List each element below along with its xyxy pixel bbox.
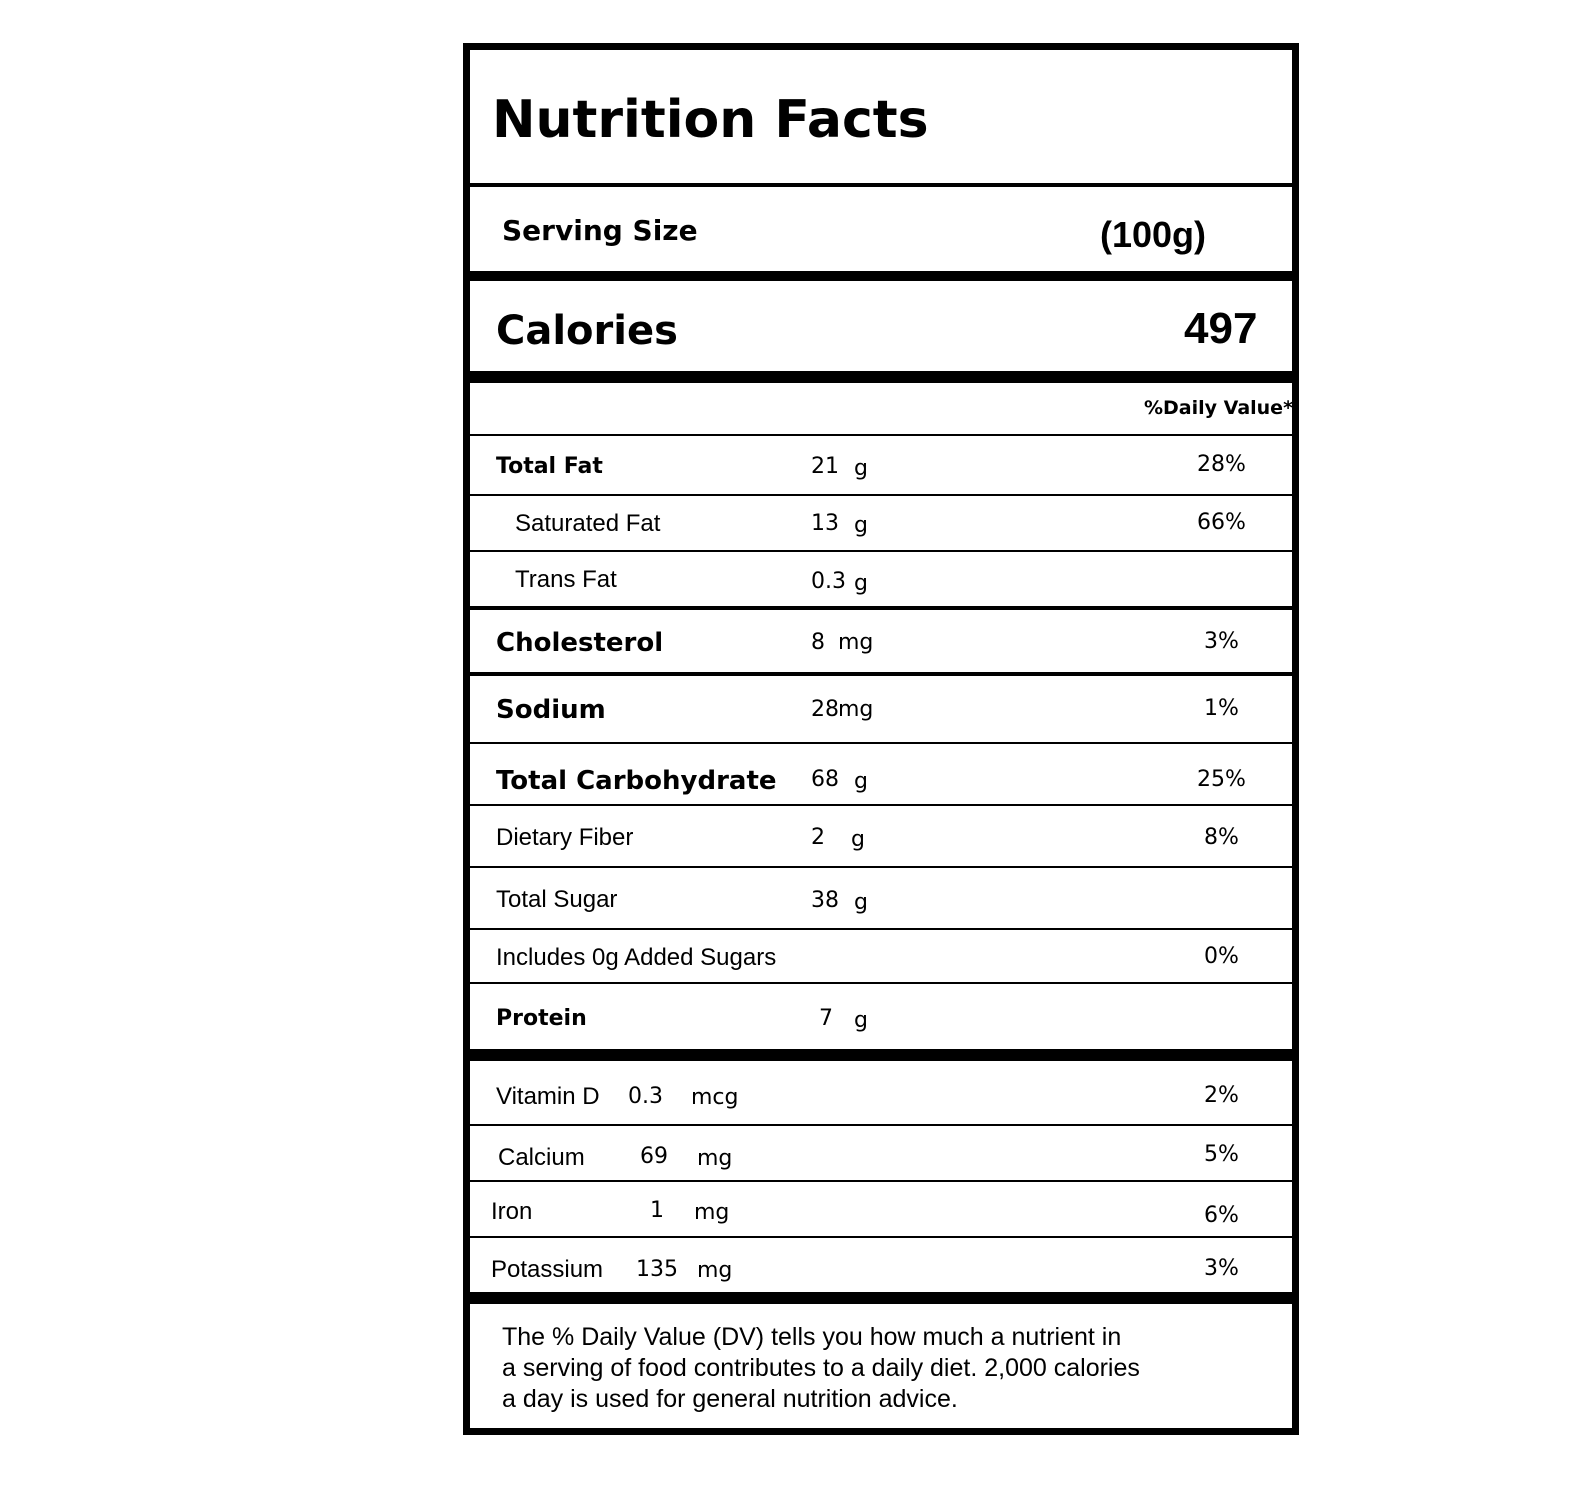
nutrient-unit: mg (838, 697, 874, 722)
nutrient-amount: 21 (811, 454, 839, 479)
vitamin-dv: 6% (1204, 1203, 1239, 1228)
footnote-line: a day is used for general nutrition advice. (502, 1385, 958, 1413)
nutrient-amount: 0.3 (811, 569, 846, 594)
vitamin-name: Vitamin D (496, 1083, 600, 1110)
vitamin-name: Iron (491, 1198, 533, 1225)
nutrient-row (470, 610, 1292, 676)
footnote-section (470, 1304, 1292, 1428)
vitamin-row (470, 1061, 1292, 1126)
vitamin-row (470, 1126, 1292, 1182)
nutrient-unit: g (854, 513, 868, 538)
nutrient-row (470, 744, 1292, 806)
label-title: Nutrition Facts (492, 90, 929, 150)
vitamin-unit: mg (697, 1146, 733, 1171)
nutrient-row (470, 984, 1292, 1061)
footnote-line: a serving of food contributes to a daily diet. 2,000 calories (502, 1354, 1140, 1382)
nutrient-dv: 25% (1197, 767, 1246, 792)
nutrient-row (470, 868, 1292, 930)
nutrient-name: Total Fat (496, 454, 603, 479)
footnote-text (502, 1322, 1202, 1415)
calories-label: Calories (496, 308, 678, 354)
footnote-line: The % Daily Value (DV) tells you how much a nutrient in (502, 1323, 1122, 1351)
nutrient-unit: g (854, 456, 868, 481)
nutrient-name: Includes 0g Added Sugars (496, 944, 777, 971)
nutrient-unit: g (854, 769, 868, 794)
nutrient-row (470, 806, 1292, 868)
nutrient-name: Dietary Fiber (496, 824, 634, 851)
daily-value-header-text: %Daily Value* (1144, 397, 1294, 419)
nutrient-unit: mg (838, 630, 874, 655)
nutrient-row (470, 930, 1292, 984)
nutrient-name: Saturated Fat (515, 510, 661, 537)
vitamin-dv: 3% (1204, 1256, 1239, 1281)
nutrient-dv: 0% (1204, 944, 1239, 969)
nutrient-name: Sodium (496, 695, 606, 725)
serving-size-section (470, 187, 1292, 281)
vitamin-amount: 1 (650, 1198, 664, 1223)
vitamin-name: Potassium (491, 1256, 604, 1283)
nutrient-name: Total Sugar (496, 886, 618, 913)
nutrition-facts-label (463, 43, 1299, 1435)
calories-section (470, 281, 1292, 383)
serving-size-label: Serving Size (502, 214, 698, 247)
nutrient-amount: 38 (811, 888, 839, 913)
nutrient-amount: 13 (811, 511, 839, 536)
nutrient-name: Protein (496, 1006, 587, 1031)
daily-value-header (470, 383, 1292, 436)
vitamin-row (470, 1182, 1292, 1238)
serving-size-value: (100g) (1100, 214, 1207, 255)
title-section (470, 50, 1292, 187)
nutrient-name: Trans Fat (515, 566, 617, 593)
nutrient-unit: g (851, 827, 865, 852)
nutrient-name: Cholesterol (496, 628, 664, 658)
vitamin-unit: mg (697, 1258, 733, 1283)
nutrient-row (470, 436, 1292, 496)
vitamin-dv: 2% (1204, 1083, 1239, 1108)
nutrient-unit: g (854, 890, 868, 915)
vitamin-amount: 69 (640, 1144, 668, 1169)
nutrient-row (470, 496, 1292, 552)
vitamin-unit: mcg (691, 1085, 739, 1110)
nutrient-row (470, 676, 1292, 744)
vitamin-amount: 0.3 (628, 1084, 663, 1109)
nutrient-dv: 8% (1204, 825, 1239, 850)
nutrient-unit: g (854, 1008, 868, 1033)
nutrient-amount: 8 (811, 630, 825, 655)
nutrient-amount: 28 (811, 697, 839, 722)
nutrient-amount: 7 (819, 1006, 833, 1031)
nutrient-dv: 28% (1197, 452, 1246, 477)
nutrient-amount: 68 (811, 767, 839, 792)
nutrient-amount: 2 (811, 825, 825, 850)
nutrient-name: Total Carbohydrate (496, 766, 777, 796)
vitamin-amount: 135 (636, 1257, 678, 1282)
vitamin-unit: mg (694, 1200, 730, 1225)
calories-value: 497 (1184, 304, 1258, 353)
nutrient-dv: 66% (1197, 510, 1246, 535)
vitamin-dv: 5% (1204, 1142, 1239, 1167)
nutrient-dv: 1% (1204, 696, 1239, 721)
vitamin-row (470, 1238, 1292, 1304)
nutrient-row (470, 552, 1292, 610)
nutrient-dv: 3% (1204, 629, 1239, 654)
nutrient-unit: g (854, 571, 868, 596)
vitamin-name: Calcium (498, 1144, 585, 1171)
